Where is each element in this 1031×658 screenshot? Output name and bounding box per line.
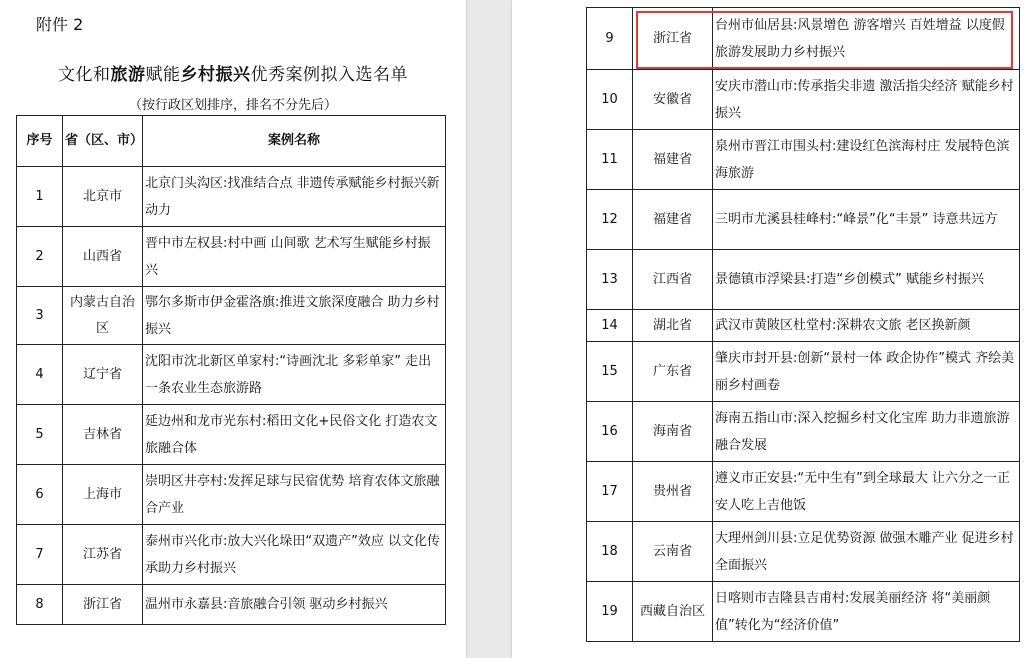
title-part-bold: 乡村振兴 [180,65,251,85]
document-subtitle: （按行政区划排序，排名不分先后） [128,98,337,113]
title-part: 优秀案例拟入选名单 [250,65,408,85]
row-index: 15 [587,342,633,402]
row-index: 19 [587,582,633,642]
table-row [587,250,1020,310]
table-row [587,70,1020,130]
row-case-name: 晋中市左权县:村中画 山间歌 艺术写生赋能乡村振兴 [143,227,446,287]
column-header-province: 省（区、市） [63,116,143,167]
document-title [0,60,466,85]
table-row [587,342,1020,402]
table-row [17,167,446,227]
row-case-name: 鄂尔多斯市伊金霍洛旗:推进文旅深度融合 助力乡村振兴 [143,287,446,345]
row-index: 13 [587,250,633,310]
title-part: 文化和 [58,65,111,85]
table-row [17,465,446,525]
table-row [17,287,446,345]
row-case-name: 海南五指山市:深入挖掘乡村文化宝库 助力非遗旅游融合发展 [713,402,1020,462]
case-table-right [586,7,1020,642]
row-province: 安徽省 [633,70,713,130]
row-case-name: 泉州市晋江市围头村:建设红色滨海村庄 发展特色滨海旅游 [713,130,1020,190]
table-row [17,405,446,465]
row-case-name: 温州市永嘉县:音旅融合引领 驱动乡村振兴 [143,585,446,625]
column-header-index: 序号 [17,116,63,167]
row-index: 8 [17,585,63,625]
row-case-name: 延边州和龙市光东村:稻田文化+民俗文化 打造农文旅融合体 [143,405,446,465]
table-row [587,462,1020,522]
table-row [587,310,1020,342]
row-index: 6 [17,465,63,525]
row-province: 辽宁省 [63,345,143,405]
case-table-left [16,115,446,625]
row-province: 江西省 [633,250,713,310]
row-province: 西藏自治区 [633,582,713,642]
table-row [587,130,1020,190]
row-index: 17 [587,462,633,522]
row-province: 浙江省 [633,8,713,70]
row-index: 5 [17,405,63,465]
row-case-name: 安庆市潜山市:传承指尖非遗 激活指尖经济 赋能乡村振兴 [713,70,1020,130]
row-province: 浙江省 [63,585,143,625]
row-index: 9 [587,8,633,70]
row-case-name: 遵义市正安县:“无中生有”到全球最大 让六分之一正安人吃上吉他饭 [713,462,1020,522]
row-index: 10 [587,70,633,130]
row-province: 海南省 [633,402,713,462]
table-row [17,227,446,287]
title-part: 赋能 [145,65,181,85]
row-province: 北京市 [63,167,143,227]
attachment-label: 附件 2 [36,15,84,34]
row-case-name: 北京门头沟区:找准结合点 非遗传承赋能乡村振兴新动力 [143,167,446,227]
row-province: 广东省 [633,342,713,402]
row-case-name: 景德镇市浮梁县:打造“乡创模式” 赋能乡村振兴 [713,250,1020,310]
row-case-name: 沈阳市沈北新区单家村:“诗画沈北 多彩单家” 走出一条农业生态旅游路 [143,345,446,405]
row-index: 4 [17,345,63,405]
row-province: 山西省 [63,227,143,287]
row-index: 11 [587,130,633,190]
row-province: 福建省 [633,130,713,190]
row-province: 湖北省 [633,310,713,342]
row-province: 云南省 [633,522,713,582]
row-province: 上海市 [63,465,143,525]
row-index: 14 [587,310,633,342]
row-index: 7 [17,525,63,585]
row-index: 18 [587,522,633,582]
table-row [587,402,1020,462]
title-part-bold: 旅游 [110,65,146,85]
table-row [17,345,446,405]
row-case-name: 崇明区井亭村:发挥足球与民宿优势 培育农体文旅融合产业 [143,465,446,525]
row-index: 16 [587,402,633,462]
row-case-name: 台州市仙居县:风景增色 游客增兴 百姓增益 以度假旅游发展助力乡村振兴 [713,8,1020,70]
table-row [17,525,446,585]
row-case-name: 日喀则市吉隆县吉甫村:发展美丽经济 将“美丽颜值”转化为“经济价值” [713,582,1020,642]
row-province: 福建省 [633,190,713,250]
row-case-name: 大理州剑川县:立足优势资源 做强木雕产业 促进乡村全面振兴 [713,522,1020,582]
row-case-name: 武汉市黄陂区杜堂村:深耕农文旅 老区换新颜 [713,310,1020,342]
row-index: 1 [17,167,63,227]
column-header-case-name: 案例名称 [143,116,446,167]
row-case-name: 肇庆市封开县:创新“景村一体 政企协作”模式 齐绘美丽乡村画卷 [713,342,1020,402]
table-row [17,585,446,625]
table-row [587,522,1020,582]
row-index: 3 [17,287,63,345]
row-case-name: 泰州市兴化市:放大兴化垛田“双遗产”效应 以文化传承助力乡村振兴 [143,525,446,585]
row-province: 贵州省 [633,462,713,522]
row-case-name: 三明市尤溪县桂峰村:“峰景”化“丰景” 诗意共远方 [713,190,1020,250]
row-province: 江苏省 [63,525,143,585]
table-row [587,8,1020,70]
table-row [587,582,1020,642]
row-index: 12 [587,190,633,250]
row-index: 2 [17,227,63,287]
table-row [587,190,1020,250]
row-province: 内蒙古自治区 [63,287,143,345]
row-province: 吉林省 [63,405,143,465]
